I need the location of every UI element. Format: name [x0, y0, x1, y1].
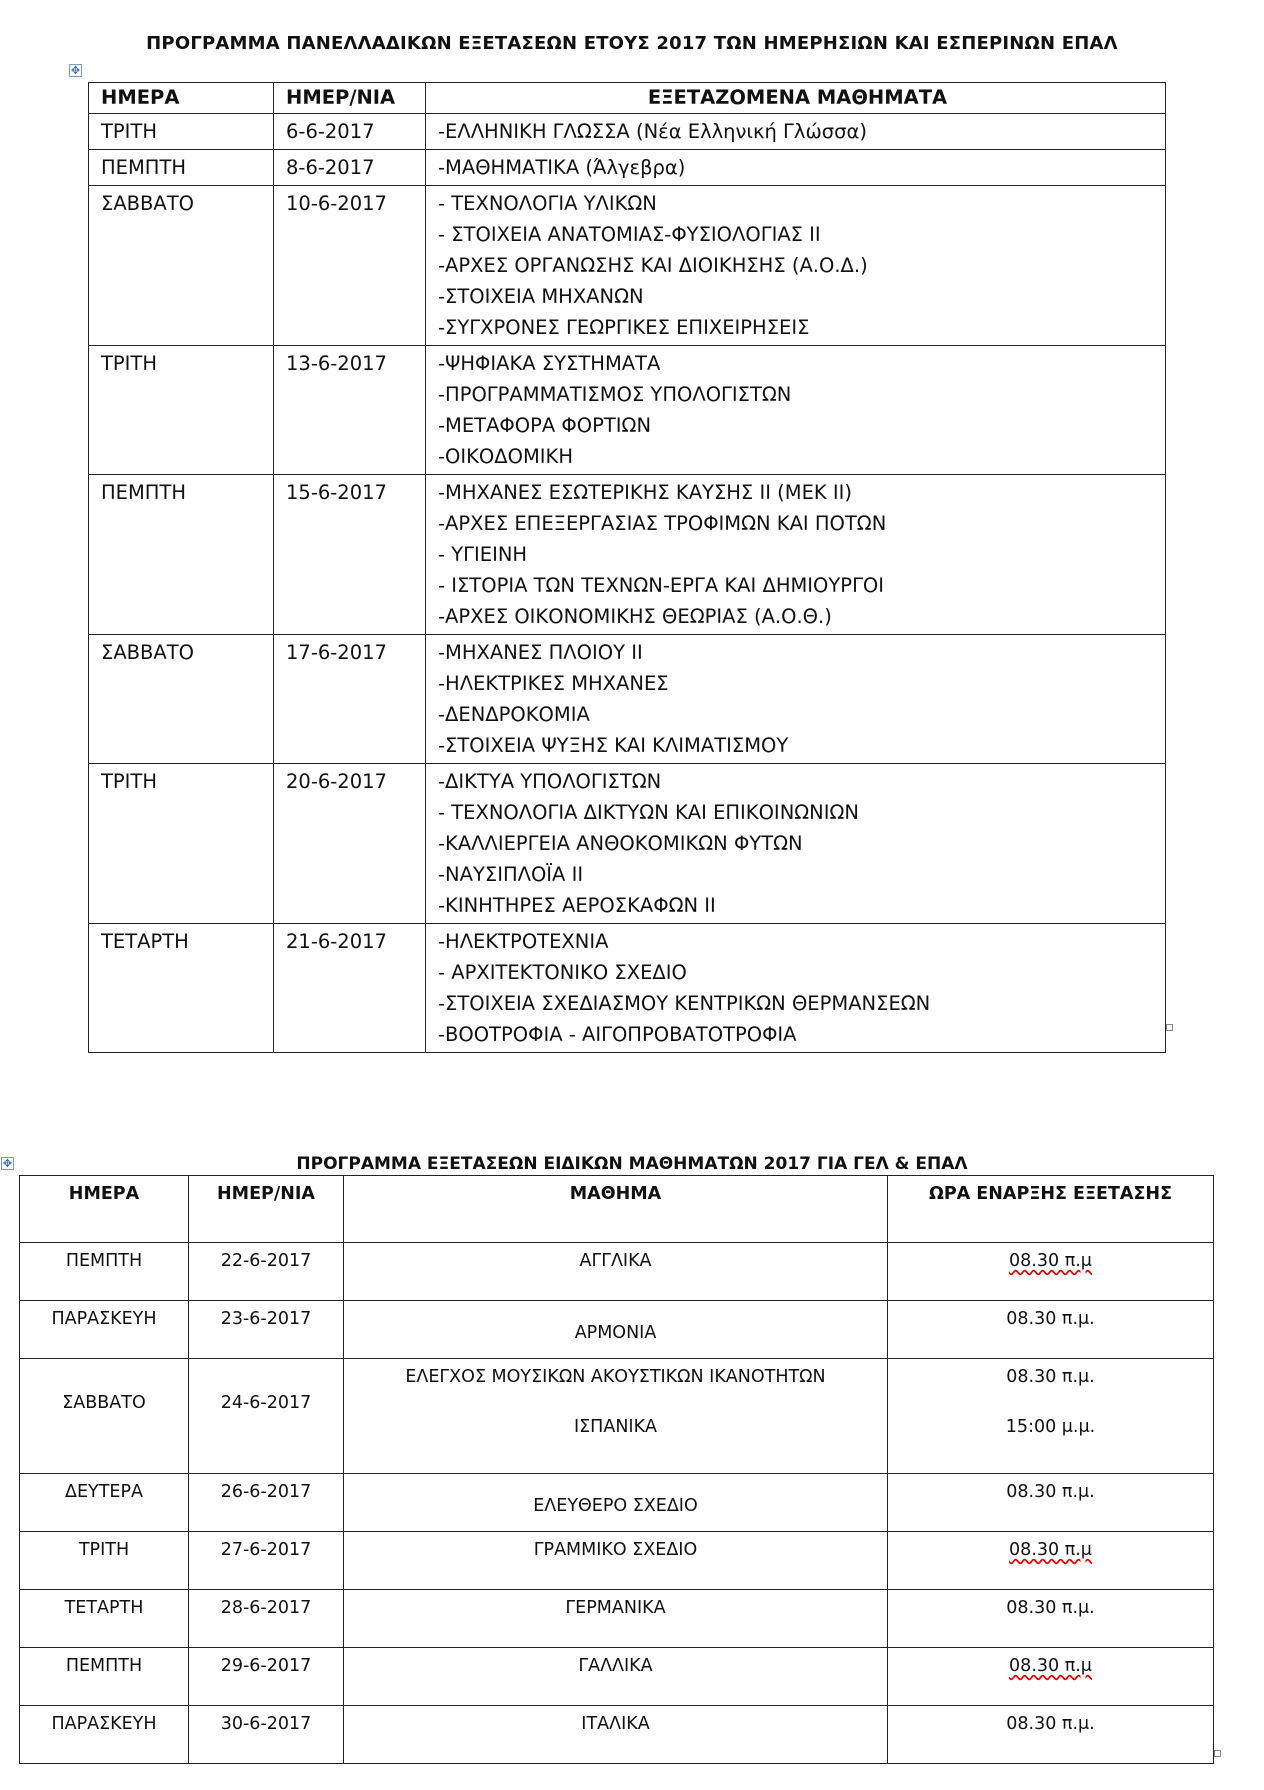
subjects-cell — [426, 475, 1166, 635]
subject-text: ΙΤΑΛΙΚΑ — [581, 1714, 650, 1734]
date-text: 23-6-2017 — [220, 1309, 312, 1329]
table-row — [20, 1532, 1214, 1590]
subject-text: ΙΣΠΑΝΙΚΑ — [573, 1417, 658, 1437]
subject-item: -ΕΛΛΗΝΙΚΗ ΓΛΩΣΣΑ (Νέα Ελληνική Γλώσσα) — [438, 120, 867, 143]
subject-text: ΑΓΓΛΙΚΑ — [579, 1251, 652, 1271]
day-cell — [20, 1532, 189, 1590]
subject-item: -ΗΛΕΚΤΡΙΚΕΣ ΜΗΧΑΝΕΣ — [438, 672, 669, 695]
header-subject: ΜΑΘΗΜΑ — [344, 1176, 888, 1243]
day-cell — [20, 1706, 189, 1764]
day-text: ΠΕΜΠΤΗ — [65, 1656, 143, 1676]
date-text: 28-6-2017 — [220, 1598, 312, 1618]
day-cell — [20, 1359, 189, 1474]
subject-cell — [344, 1648, 888, 1706]
date-cell — [189, 1706, 344, 1764]
header-start-time: ΩΡΑ ΕΝΑΡΞΗΣ ΕΞΕΤΑΣΗΣ — [888, 1176, 1214, 1243]
subject-item: -ΜΕΤΑΦΟΡΑ ΦΟΡΤΙΩΝ — [438, 414, 652, 437]
subject-item: -ΑΡΧΕΣ ΟΡΓΑΝΩΣΗΣ ΚΑΙ ΔΙΟΙΚΗΣΗΣ (Α.Ο.Δ.) — [438, 254, 868, 277]
day-cell: ΤΡΙΤΗ — [89, 346, 274, 475]
day-text: ΠΕΜΠΤΗ — [65, 1251, 143, 1271]
subjects-cell — [426, 924, 1166, 1053]
date-text: 30-6-2017 — [220, 1714, 312, 1734]
subject-item: -ΜΗΧΑΝΕΣ ΠΛΟΙΟΥ ΙΙ — [438, 641, 643, 664]
date-cell: 17-6-2017 — [274, 635, 426, 764]
table-move-handle-icon[interactable]: ✥ — [70, 64, 81, 77]
date-cell — [189, 1532, 344, 1590]
date-text: 29-6-2017 — [220, 1656, 312, 1676]
subject-item: - ΥΓΙΕΙΝΗ — [438, 543, 528, 566]
start-time-cell — [888, 1474, 1214, 1532]
header-subjects: ΕΞΕΤΑΖΟΜΕΝΑ ΜΑΘΗΜΑΤΑ — [426, 83, 1166, 114]
day-cell — [20, 1243, 189, 1301]
subject-item: -ΔΕΝΔΡΟΚΟΜΙΑ — [438, 703, 590, 726]
time-text: 08.30 π.μ — [1009, 1540, 1092, 1560]
national-exams-table — [88, 82, 1166, 1053]
table-resize-handle[interactable] — [1214, 1750, 1221, 1757]
day-cell: ΣΑΒΒΑΤΟ — [89, 186, 274, 346]
start-time-cell — [888, 1532, 1214, 1590]
table-header-row — [20, 1176, 1214, 1243]
subject-item: -ΝΑΥΣΙΠΛΟΪΑ ΙΙ — [438, 863, 584, 886]
table-resize-handle[interactable] — [1166, 1024, 1173, 1031]
table-row — [89, 924, 1166, 1053]
table-row — [89, 186, 1166, 346]
subject-cell — [344, 1301, 888, 1359]
date-cell — [189, 1359, 344, 1474]
day-text: ΔΕΥΤΕΡΑ — [65, 1482, 143, 1502]
day-cell — [20, 1648, 189, 1706]
day-cell — [20, 1474, 189, 1532]
table2-title: ΠΡΟΓΡΑΜΜΑ ΕΞΕΤΑΣΕΩΝ ΕΙΔΙΚΩΝ ΜΑΘΗΜΑΤΩΝ 2017 ΓΙΑ ΓΕΛ & ΕΠΑΛ — [296, 1154, 968, 1174]
day-text: ΤΕΤΑΡΤΗ — [64, 1598, 144, 1618]
start-time-cell — [888, 1590, 1214, 1648]
subjects-cell — [426, 635, 1166, 764]
day-cell: ΣΑΒΒΑΤΟ — [89, 635, 274, 764]
date-text: 24-6-2017 — [220, 1393, 312, 1413]
special-exams-table — [19, 1175, 1214, 1764]
date-cell: 10-6-2017 — [274, 186, 426, 346]
day-text: ΣΑΒΒΑΤΟ — [62, 1393, 146, 1413]
subject-item: -ΣΤΟΙΧΕΙΑ ΨΥΞΗΣ ΚΑΙ ΚΛΙΜΑΤΙΣΜΟΥ — [438, 734, 789, 757]
date-cell — [189, 1648, 344, 1706]
date-cell — [189, 1301, 344, 1359]
table-row — [20, 1359, 1214, 1474]
table-row — [89, 346, 1166, 475]
subjects-cell — [426, 114, 1166, 150]
day-cell: ΤΕΤΑΡΤΗ — [89, 924, 274, 1053]
subject-item: -ΔΙΚΤΥΑ ΥΠΟΛΟΓΙΣΤΩΝ — [438, 770, 662, 793]
day-cell — [20, 1590, 189, 1648]
start-time-cell — [888, 1706, 1214, 1764]
table-row — [89, 635, 1166, 764]
subject-item: -ΑΡΧΕΣ ΕΠΕΞΕΡΓΑΣΙΑΣ ΤΡΟΦΙΜΩΝ ΚΑΙ ΠΟΤΩΝ — [438, 512, 887, 535]
table-row — [20, 1243, 1214, 1301]
subject-cell — [344, 1359, 888, 1474]
date-cell: 6-6-2017 — [274, 114, 426, 150]
day-cell: ΤΡΙΤΗ — [89, 764, 274, 924]
subject-text: ΑΡΜΟΝΙΑ — [574, 1323, 657, 1343]
date-cell: 13-6-2017 — [274, 346, 426, 475]
date-cell: 8-6-2017 — [274, 150, 426, 186]
date-cell — [189, 1243, 344, 1301]
date-text: 26-6-2017 — [220, 1482, 312, 1502]
start-time-cell — [888, 1243, 1214, 1301]
time-text: 08.30 π.μ. — [1006, 1598, 1095, 1618]
day-text: ΠΑΡΑΣΚΕΥΗ — [51, 1714, 157, 1734]
table-row — [89, 475, 1166, 635]
subject-item: - ΑΡΧΙΤΕΚΤΟΝΙΚΟ ΣΧΕΔΙΟ — [438, 961, 687, 984]
date-cell: 20-6-2017 — [274, 764, 426, 924]
subject-item: -ΣΤΟΙΧΕΙΑ ΣΧΕΔΙΑΣΜΟΥ ΚΕΝΤΡΙΚΩΝ ΘΕΡΜΑΝΣΕΩΝ — [438, 992, 931, 1015]
subject-cell — [344, 1474, 888, 1532]
subjects-cell — [426, 764, 1166, 924]
subject-item: -ΗΛΕΚΤΡΟΤΕΧΝΙΑ — [438, 930, 609, 953]
subject-text: ΕΛΕΓΧΟΣ ΜΟΥΣΙΚΩΝ ΑΚΟΥΣΤΙΚΩΝ ΙΚΑΝΟΤΗΤΩΝ — [405, 1367, 826, 1387]
header-date: ΗΜΕΡ/ΝΙΑ — [189, 1176, 344, 1243]
header-date: ΗΜΕΡ/ΝΙΑ — [274, 83, 426, 114]
subject-text: ΓΑΛΛΙΚΑ — [578, 1656, 653, 1676]
subject-item: -ΜΗΧΑΝΕΣ ΕΣΩΤΕΡΙΚΗΣ ΚΑΥΣΗΣ ΙΙ (ΜΕΚ ΙΙ) — [438, 481, 852, 504]
table-row — [20, 1648, 1214, 1706]
subject-item: -ΨΗΦΙΑΚΑ ΣΥΣΤΗΜΑΤΑ — [438, 352, 661, 375]
subject-item: -ΚΑΛΛΙΕΡΓΕΙΑ ΑΝΘΟΚΟΜΙΚΩΝ ΦΥΤΩΝ — [438, 832, 803, 855]
date-cell — [189, 1590, 344, 1648]
table-move-handle-icon[interactable]: ✥ — [2, 1157, 13, 1170]
table-row — [20, 1301, 1214, 1359]
subject-text: ΓΡΑΜΜΙΚΟ ΣΧΕΔΙΟ — [533, 1540, 698, 1560]
table-row — [20, 1706, 1214, 1764]
subject-text: ΓΕΡΜΑΝΙΚΑ — [565, 1598, 666, 1618]
time-text: 08.30 π.μ. — [1006, 1482, 1095, 1502]
subject-cell — [344, 1590, 888, 1648]
time-text: 08.30 π.μ. — [1006, 1714, 1095, 1734]
time-text: 08.30 π.μ. — [1006, 1367, 1095, 1387]
day-text: ΤΡΙΤΗ — [78, 1540, 130, 1560]
table-header-row — [89, 83, 1166, 114]
table-row — [89, 150, 1166, 186]
subject-cell — [344, 1532, 888, 1590]
subject-item: - ΤΕΧΝΟΛΟΓΙΑ ΔΙΚΤΥΩΝ ΚΑΙ ΕΠΙΚΟΙΝΩΝΙΩΝ — [438, 801, 860, 824]
date-text: 27-6-2017 — [220, 1540, 312, 1560]
date-cell: 21-6-2017 — [274, 924, 426, 1053]
header-day: ΗΜΕΡΑ — [20, 1176, 189, 1243]
date-text: 22-6-2017 — [220, 1251, 312, 1271]
time-text: 08.30 π.μ. — [1006, 1309, 1095, 1329]
table-row — [89, 114, 1166, 150]
subject-text: ΕΛΕΥΘΕΡΟ ΣΧΕΔΙΟ — [533, 1496, 698, 1516]
subject-item: -ΑΡΧΕΣ ΟΙΚΟΝΟΜΙΚΗΣ ΘΕΩΡΙΑΣ (Α.Ο.Θ.) — [438, 605, 832, 628]
subject-item: -ΣΥΓΧΡΟΝΕΣ ΓΕΩΡΓΙΚΕΣ ΕΠΙΧΕΙΡΗΣΕΙΣ — [438, 316, 810, 339]
subject-item: -ΣΤΟΙΧΕΙΑ ΜΗΧΑΝΩΝ — [438, 285, 644, 308]
subject-item: - ΣΤΟΙΧΕΙΑ ΑΝΑΤΟΜΙΑΣ-ΦΥΣΙΟΛΟΓΙΑΣ ΙΙ — [438, 223, 821, 246]
start-time-cell — [888, 1648, 1214, 1706]
start-time-cell — [888, 1359, 1214, 1474]
table-row — [20, 1474, 1214, 1532]
day-cell: ΠΕΜΠΤΗ — [89, 475, 274, 635]
time-text: 08.30 π.μ — [1009, 1251, 1092, 1271]
time-text: 08.30 π.μ — [1009, 1656, 1092, 1676]
subject-cell — [344, 1706, 888, 1764]
day-text: ΠΑΡΑΣΚΕΥΗ — [51, 1309, 157, 1329]
date-cell — [189, 1474, 344, 1532]
table-row — [89, 764, 1166, 924]
subject-item: -ΜΑΘΗΜΑΤΙΚΑ (Άλγεβρα) — [438, 156, 686, 179]
subject-item: - ΙΣΤΟΡΙΑ ΤΩΝ ΤΕΧΝΩΝ-ΕΡΓΑ ΚΑΙ ΔΗΜΙΟΥΡΓΟΙ — [438, 574, 885, 597]
subject-item: -ΟΙΚΟΔΟΜΙΚΗ — [438, 445, 573, 468]
subject-item: -ΠΡΟΓΡΑΜΜΑΤΙΣΜΟΣ ΥΠΟΛΟΓΙΣΤΩΝ — [438, 383, 792, 406]
subject-item: -ΒΟΟΤΡΟΦΙΑ - ΑΙΓΟΠΡΟΒΑΤΟΤΡΟΦΙΑ — [438, 1023, 797, 1046]
date-cell: 15-6-2017 — [274, 475, 426, 635]
subject-item: - ΤΕΧΝΟΛΟΓΙΑ ΥΛΙΚΩΝ — [438, 192, 657, 215]
day-cell — [20, 1301, 189, 1359]
subject-item: -ΚΙΝΗΤΗΡΕΣ ΑΕΡΟΣΚΑΦΩΝ ΙΙ — [438, 894, 716, 917]
subject-cell — [344, 1243, 888, 1301]
subjects-cell — [426, 186, 1166, 346]
subjects-cell — [426, 346, 1166, 475]
start-time-cell — [888, 1301, 1214, 1359]
table1-title: ΠΡΟΓΡΑΜΜΑ ΠΑΝΕΛΛΑΔΙΚΩΝ ΕΞΕΤΑΣΕΩΝ ΕΤΟΥΣ 2017 ΤΩΝ ΗΜΕΡΗΣΙΩΝ ΚΑΙ ΕΣΠΕΡΙΝΩΝ ΕΠΑΛ — [146, 33, 1118, 54]
time-text: 15:00 μ.μ. — [1005, 1417, 1096, 1437]
header-day: ΗΜΕΡΑ — [89, 83, 274, 114]
day-cell: ΠΕΜΠΤΗ — [89, 150, 274, 186]
subjects-cell — [426, 150, 1166, 186]
table-row — [20, 1590, 1214, 1648]
day-cell: ΤΡΙΤΗ — [89, 114, 274, 150]
